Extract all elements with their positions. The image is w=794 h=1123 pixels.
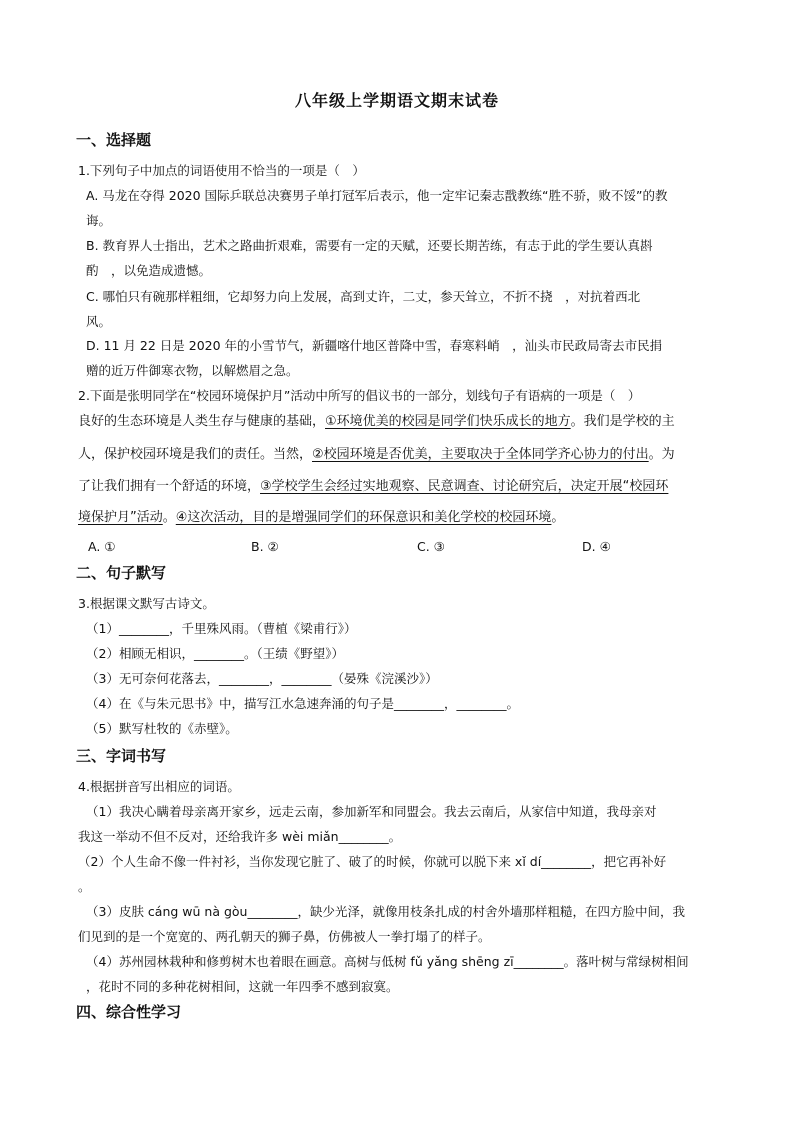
q2-passage-line2 xyxy=(78,447,728,463)
q2-passage-line1 xyxy=(78,414,728,430)
q2-underlined-sentence-1: ①环境优美的校园是同学们快乐成长的地方 xyxy=(325,414,571,429)
q2-text: 。 xyxy=(551,510,565,525)
q2-options xyxy=(88,539,728,555)
q4-item-4-line1: （4）苏州园林栽种和修剪树木也着眼在画意。高树与低树 fǔ yǎng shēng zī________。落叶树与常绿树相间 xyxy=(86,954,689,969)
q2-underlined-sentence-3-cont: 境保护月”活动 xyxy=(78,510,163,525)
section-heading-3: 三、字词书写 xyxy=(76,747,167,765)
q1-option-a-line1: A. 马龙在夺得 2020 国际乒联总决赛男子单打冠军后表示，他一定牢记秦志戬教练“胜不骄，败不馁”的教 xyxy=(86,188,668,203)
q2-option-a: A. ① xyxy=(88,539,116,554)
q2-text: 了让我们拥有一个舒适的环境， xyxy=(78,479,261,494)
section-heading-1: 一、选择题 xyxy=(76,131,152,149)
q4-item-4-line2: ，花时不同的多种花树相间，这就一年四季不感到寂寞。 xyxy=(86,979,399,994)
q4-stem: 4.根据拼音写出相应的词语。 xyxy=(78,779,240,794)
q2-text: 。为 xyxy=(648,447,675,462)
page-title: 八年级上学期语文期末试卷 xyxy=(294,91,499,110)
q1-option-d-line2: 赠的近万件御寒衣物，以解燃眉之急。 xyxy=(86,363,299,378)
q4-item-2-line2: 。 xyxy=(78,879,91,894)
q4-item-3-line2: 们见到的是一个宽宽的、两孔朝天的狮子鼻，仿佛被人一拳打塌了的样子。 xyxy=(78,929,491,944)
section-heading-4: 四、综合性学习 xyxy=(76,1003,182,1021)
q2-option-d: D. ④ xyxy=(582,539,611,554)
q1-option-c-line1: C. 哪怕只有碗那样粗细，它却努力向上发展，高到丈许，二丈，参天耸立，不折不挠 ，对抗着西北 xyxy=(86,289,641,304)
q4-item-1-line2: 我这一举动不但不反对，还给我许多 wèi miǎn________。 xyxy=(78,829,402,844)
q2-text: 良好的生态环境是人类生存与健康的基础， xyxy=(78,414,326,429)
q2-text: 。 xyxy=(162,510,176,525)
q2-underlined-sentence-4: ④这次活动，目的是增强同学们的环保意识和美化学校的校园环境 xyxy=(175,510,552,525)
q2-underlined-sentence-3: ③学校学生会经过实地观察、民意调查、讨论研究后，决定开展“校园环 xyxy=(260,479,669,494)
q1-option-b-line2: 酌 ，以免造成遗憾。 xyxy=(86,263,212,278)
q2-passage-line3 xyxy=(78,479,728,495)
q4-item-2-line1: （2）个人生命不像一件衬衫，当你发现它脏了、破了的时候，你就可以脱下来 xǐ dí________，把它再补好 xyxy=(78,854,667,869)
q2-passage-line4 xyxy=(78,510,728,526)
q3-item-2: （2）相顾无相识，________。（王绩《野望》） xyxy=(86,646,344,661)
q2-text: 人，保护校园环境是我们的责任。当然， xyxy=(78,447,313,462)
q2-text: 。我们是学校的主 xyxy=(570,414,675,429)
q4-item-1-line1: （1）我决心瞒着母亲离开家乡，远走云南，参加新军和同盟会。我去云南后，从家信中知道，我母亲对 xyxy=(86,804,657,819)
q2-underlined-sentence-2: ②校园环境是否优美，主要取决于全体同学齐心协力的付出 xyxy=(312,447,649,462)
q4-item-3-line1: （3）皮肤 cáng wū nà gòu________，缺少光泽，就像用枝条扎成的村舍外墙那样粗糙，在四方脸中间，我 xyxy=(86,904,685,919)
q3-item-3: （3）无可奈何花落去，________，________（晏殊《浣溪沙》） xyxy=(86,671,438,686)
q3-item-4: （4）在《与朱元思书》中，描写江水急速奔涌的句子是________，________。 xyxy=(86,696,519,711)
section-heading-2: 二、句子默写 xyxy=(76,564,167,582)
q1-option-b-line1: B. 教育界人士指出，艺术之路曲折艰难，需要有一定的天赋，还要长期苦练，有志于此的学生要认真斟 xyxy=(86,238,653,253)
q1-stem: 1.下列句子中加点的词语使用不恰当的一项是（ ） xyxy=(78,163,365,178)
q3-item-5: （5）默写杜牧的《赤壁》。 xyxy=(86,721,238,736)
q1-option-c-line2: 风。 xyxy=(86,314,112,329)
q3-stem: 3.根据课文默写古诗文。 xyxy=(78,596,215,611)
q1-option-a-line2: 诲。 xyxy=(86,213,112,228)
q2-option-b: B. ② xyxy=(251,539,279,554)
q3-item-1: （1）________，千里殊风雨。（曹植《梁甫行》） xyxy=(86,621,357,636)
q2-stem: 2.下面是张明同学在“校园环境保护月”活动中所写的倡议书的一部分，划线句子有语病的一项是（ ） xyxy=(78,388,641,403)
q1-option-d-line1: D. 11 月 22 日是 2020 年的小雪节气，新疆喀什地区普降中雪，春寒料峭 ，汕头市民政局寄去市民捐 xyxy=(86,338,663,353)
q2-option-c: C. ③ xyxy=(417,539,445,554)
